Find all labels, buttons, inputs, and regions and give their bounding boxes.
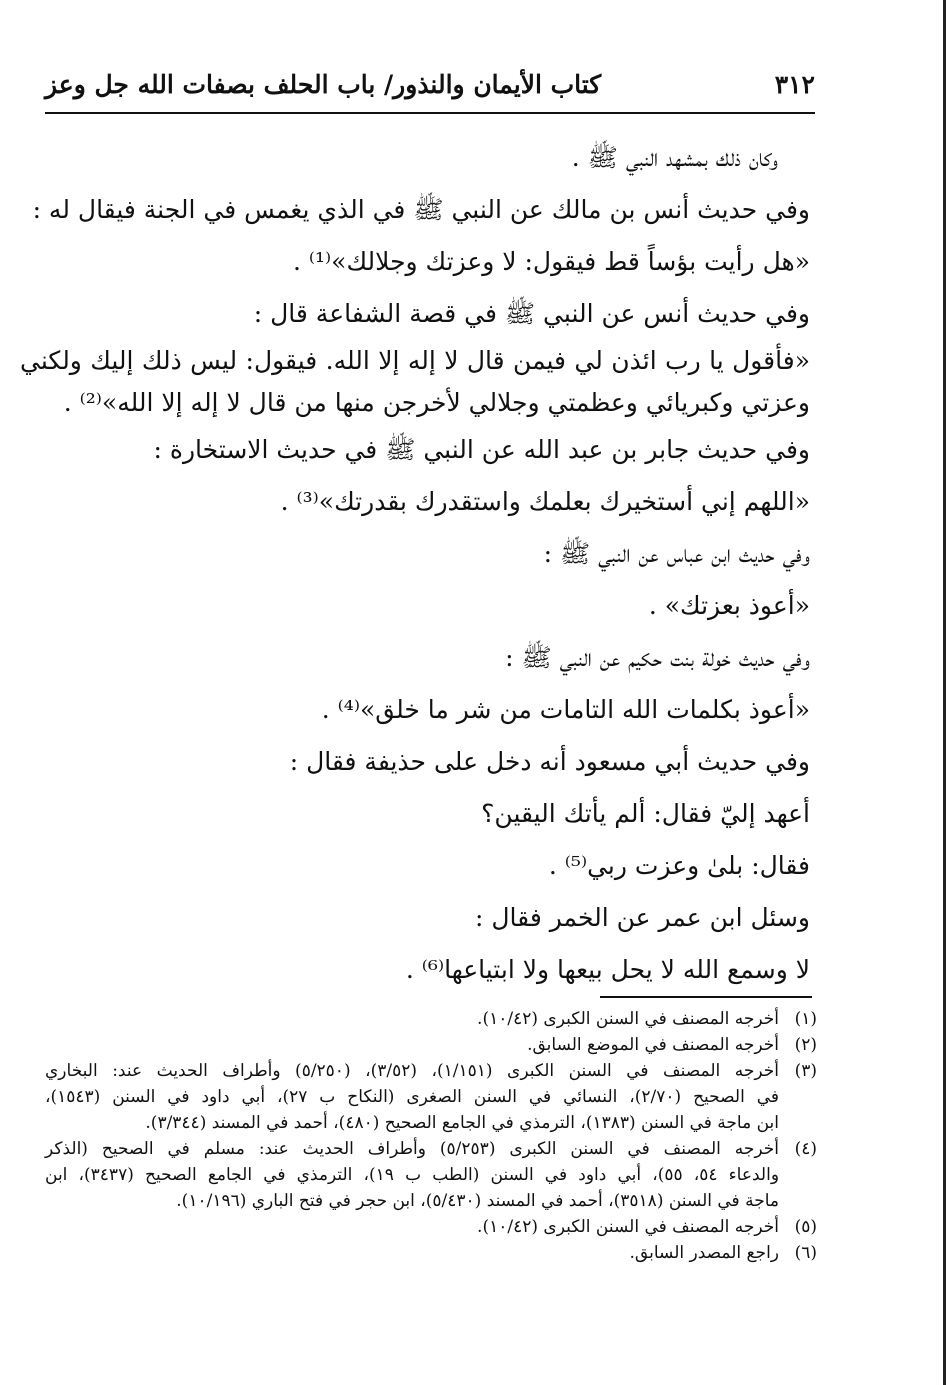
text-line: وفي حديث ابن عباس عن النبي ﷺ : <box>543 539 810 568</box>
text-line: وسئل ابن عمر عن الخمر فقال : <box>475 903 810 932</box>
text-line: «هل رأيت بؤساً قط فيقول: لا وعزتك وجلالك»⁽¹⁾ . <box>292 247 810 276</box>
footnote-number: (٤) <box>794 1139 817 1159</box>
footnote-rule <box>600 996 812 998</box>
text-line: وكان ذلك بمشهد النبي ﷺ . <box>571 143 778 172</box>
header-rule <box>45 112 815 114</box>
footnote <box>45 1058 817 1136</box>
text-line: فقال: بلىٰ وعزت ربي⁽⁵⁾ . <box>548 851 810 880</box>
footnote-line: والدعاء ٥٤، ٥٥)، أبي داود في السنن (الطب ب ١٩)، الترمذي في الجامع الصحيح (٣٤٣٧)، ابن <box>45 1165 780 1185</box>
footnote-number: (٢) <box>794 1035 817 1055</box>
footnote <box>45 1240 817 1266</box>
footnote-line: ابن ماجة في السنن (١٣٨٣)، الترمذي في الجامع الصحيح (٤٨٠)، أحمد في المسند (٣/٣٤٤). <box>145 1113 779 1133</box>
text-line: وفي حديث جابر بن عبد الله عن النبي ﷺ في حديث الاستخارة : <box>153 435 810 464</box>
running-title: كتاب الأيمان والنذور/ باب الحلف بصفات الله جل وعز <box>45 69 602 99</box>
text-line: أعهد إليّ فقال: ألم يأتك اليقين؟ <box>481 799 810 828</box>
text-line: «أعوذ بعزتك» . <box>648 591 810 620</box>
text-line: «اللهم إني أستخيرك بعلمك واستقدرك بقدرتك»⁽³⁾ . <box>280 487 810 516</box>
footnote <box>45 1214 817 1240</box>
text-line: وفي حديث أنس بن مالك عن النبي ﷺ في الذي يغمس في الجنة فيقال له : <box>32 195 810 224</box>
text-line: وفي حديث خولة بنت حكيم عن النبي ﷺ : <box>505 643 810 672</box>
footnote-number: (٥) <box>794 1217 817 1237</box>
footnote-number: (٦) <box>794 1243 817 1263</box>
text-line: «فأقول يا رب ائذن لي فيمن قال لا إله إلا الله. فيقول: ليس ذلك إليك ولكني <box>20 346 810 375</box>
footnote-line: أخرجه المصنف في السنن الكبرى (١/١٥١)، (٣/٥٢)، (٥/٢٥٠) وأطراف الحديث عند: البخاري <box>45 1061 780 1081</box>
footnote-number: (١) <box>794 1009 817 1029</box>
footnote-line: ماجة في السنن (٣٥١٨)، أحمد في المسند (٥/٤٣٠)، ابن حجر في فتح الباري (١٠/١٩٦). <box>176 1191 779 1211</box>
footnote-line: راجع المصدر السابق. <box>629 1243 779 1263</box>
text-line: وفي حديث أبي مسعود أنه دخل على حذيفة فقال : <box>289 747 810 776</box>
running-header <box>45 62 815 106</box>
text-line: وعزتي وكبريائي وعظمتي وجلالي لأخرجن منها من قال لا إله إلا الله»⁽²⁾ . <box>63 388 810 417</box>
text-line: «أعوذ بكلمات الله التامات من شر ما خلق»⁽⁴⁾ . <box>321 695 810 724</box>
footnote-line: أخرجه المصنف في السنن الكبرى (١٠/٤٢). <box>477 1009 779 1029</box>
footnote <box>45 1006 817 1032</box>
footnote <box>45 1136 817 1214</box>
footnote-line: أخرجه المصنف في السنن الكبرى (٥/٢٥٣) وأطراف الحديث عند: مسلم في الصحيح (الذكر <box>45 1139 779 1159</box>
footnotes <box>45 1006 817 1266</box>
footnote-line: أخرجه المصنف في السنن الكبرى (١٠/٤٢). <box>477 1217 779 1237</box>
footnote-line: أخرجه المصنف في الموضع السابق. <box>527 1035 779 1055</box>
text-line: لا وسمع الله لا يحل بيعها ولا ابتياعها⁽⁶⁾ . <box>405 955 810 984</box>
footnote-line: في الصحيح (٢/٧٠)، النسائي في السنن الصغرى (النكاح ب ٢٧)، أبي داود في السنن (١٥٤٣)، <box>45 1087 779 1107</box>
text-line: وفي حديث أنس عن النبي ﷺ في قصة الشفاعة قال : <box>253 299 810 328</box>
main-text <box>20 132 810 996</box>
page-number: ٣١٢ <box>774 69 815 99</box>
footnote <box>45 1032 817 1058</box>
footnote-number: (٣) <box>794 1061 817 1081</box>
